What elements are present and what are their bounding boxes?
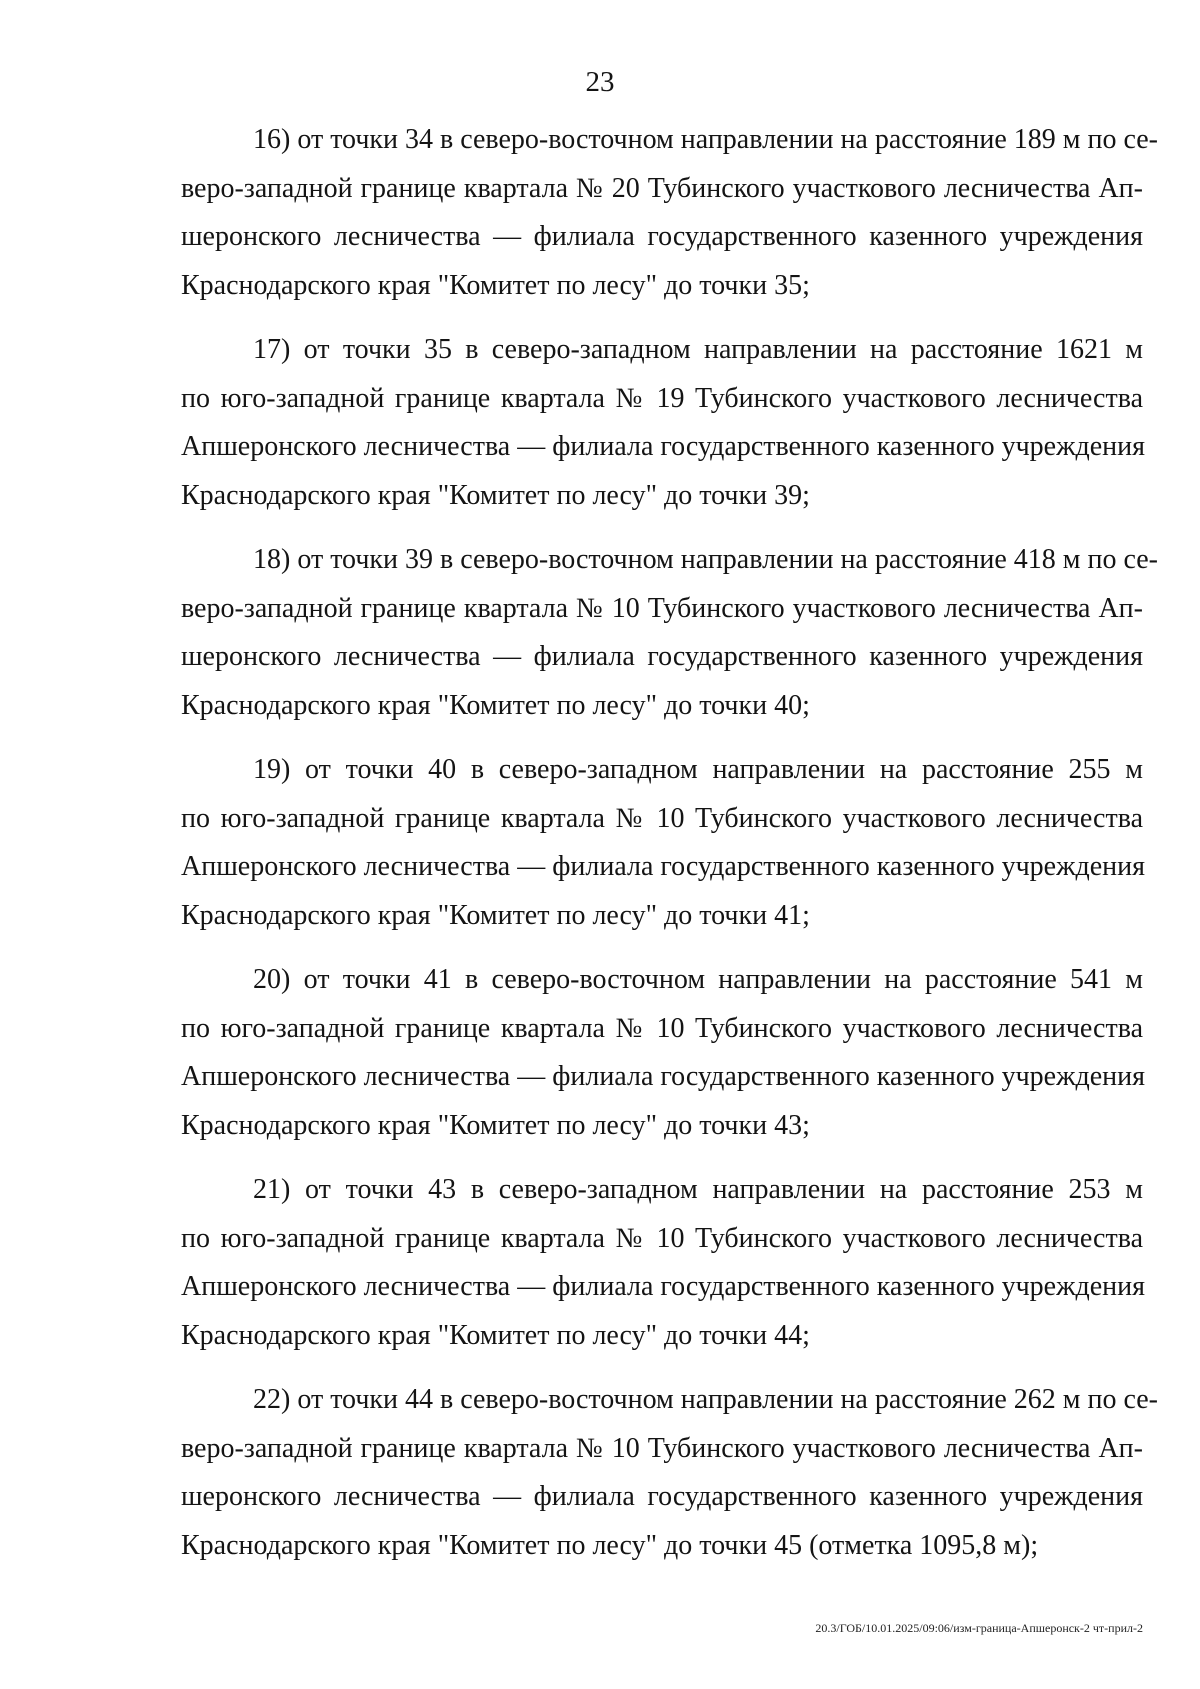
paragraph-line: 19) от точки 40 в северо-западном направлении на расстояние 255 м (253, 754, 1143, 785)
paragraph-line: 20) от точки 41 в северо-восточном направлении на расстояние 541 м (253, 964, 1143, 995)
paragraph-19 (181, 746, 1143, 940)
paragraph-line: по юго-западной границе квартала № 10 Тубинского участкового лесничества (181, 1222, 1143, 1254)
paragraph-line: Апшеронского лесничества — филиала государственного казенного учреждения (181, 1061, 1145, 1092)
paragraph-line: шеронского лесничества — филиала государственного казенного учреждения (181, 641, 1143, 672)
paragraph-line: 16) от точки 34 в северо-восточном направлении на расстояние 189 м по се- (253, 124, 1158, 155)
paragraph-line: Краснодарского края "Комитет по лесу" до точки 45 (отметка 1095,8 м); (181, 1529, 1039, 1561)
paragraph-line: веро-западной границе квартала № 10 Тубинского участкового лесничества Ап- (181, 1432, 1143, 1464)
paragraph-line: по юго-западной границе квартала № 10 Тубинского участкового лесничества (181, 802, 1143, 834)
paragraph-21 (181, 1166, 1143, 1360)
paragraph-18 (181, 536, 1158, 730)
paragraph-line: Краснодарского края "Комитет по лесу" до точки 35; (181, 269, 810, 301)
paragraph-line: 18) от точки 39 в северо-восточном направлении на расстояние 418 м по се- (253, 544, 1158, 575)
paragraph-line: веро-западной границе квартала № 10 Тубинского участкового лесничества Ап- (181, 592, 1143, 624)
paragraph-16 (181, 116, 1158, 310)
paragraph-line: Краснодарского края "Комитет по лесу" до точки 41; (181, 899, 810, 931)
paragraph-line: Краснодарского края "Комитет по лесу" до точки 44; (181, 1319, 810, 1351)
paragraph-22 (181, 1376, 1158, 1570)
paragraph-20 (181, 956, 1143, 1150)
document-body (181, 116, 1158, 1586)
paragraph-line: Апшеронского лесничества — филиала государственного казенного учреждения (181, 1271, 1145, 1302)
paragraph-line: 22) от точки 44 в северо-восточном направлении на расстояние 262 м по се- (253, 1384, 1158, 1415)
paragraph-line: Апшеронского лесничества — филиала государственного казенного учреждения (181, 431, 1145, 462)
paragraph-line: веро-западной границе квартала № 20 Тубинского участкового лесничества Ап- (181, 172, 1143, 204)
paragraph-line: Краснодарского края "Комитет по лесу" до точки 39; (181, 479, 810, 511)
paragraph-line: шеронского лесничества — филиала государственного казенного учреждения (181, 221, 1143, 252)
footer-document-code: 20.3/ГОБ/10.01.2025/09:06/изм-граница-Апшеронск-2 чт-прил-2 (815, 1621, 1143, 1635)
paragraph-line: Апшеронского лесничества — филиала государственного казенного учреждения (181, 851, 1145, 882)
page-number: 23 (585, 66, 615, 98)
paragraph-line: по юго-западной границе квартала № 19 Тубинского участкового лесничества (181, 382, 1143, 414)
paragraph-line: по юго-западной границе квартала № 10 Тубинского участкового лесничества (181, 1012, 1143, 1044)
paragraph-line: Краснодарского края "Комитет по лесу" до точки 40; (181, 689, 810, 721)
paragraph-line: шеронского лесничества — филиала государственного казенного учреждения (181, 1481, 1143, 1512)
paragraph-line: 21) от точки 43 в северо-западном направлении на расстояние 253 м (253, 1174, 1143, 1205)
paragraph-line: 17) от точки 35 в северо-западном направлении на расстояние 1621 м (253, 334, 1143, 365)
paragraph-line: Краснодарского края "Комитет по лесу" до точки 43; (181, 1109, 810, 1141)
paragraph-17 (181, 326, 1143, 520)
